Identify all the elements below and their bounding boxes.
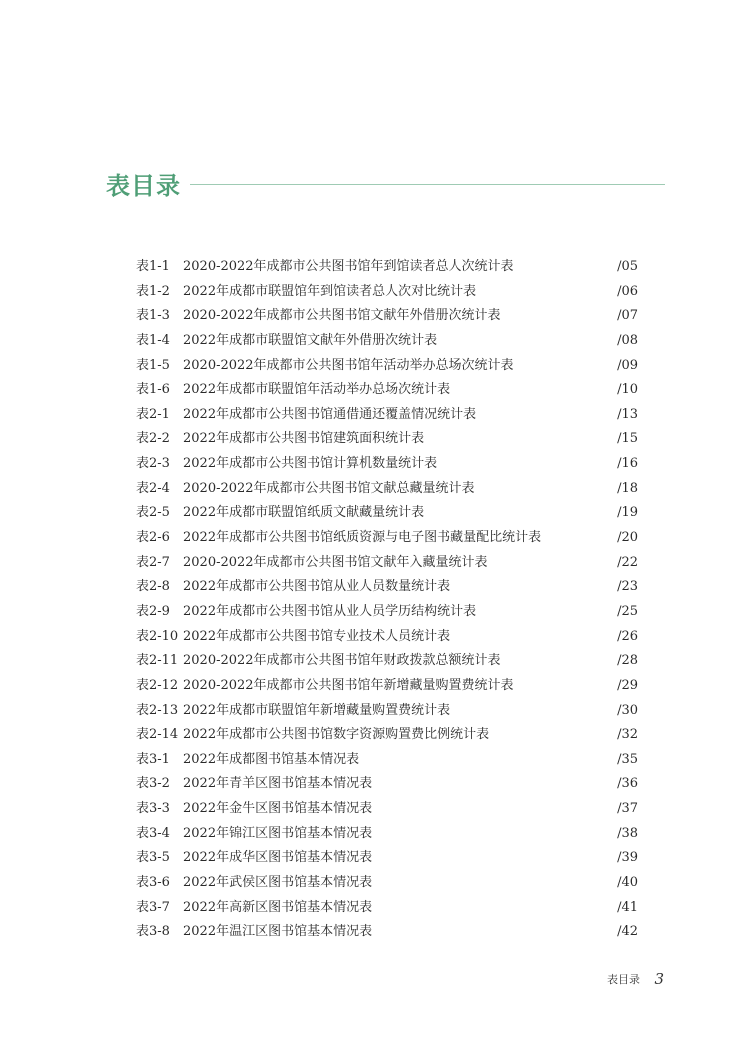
toc-entry-title: 2022年高新区图书馆基本情况表 — [183, 899, 373, 915]
toc-entry-page: /09 — [617, 357, 638, 373]
toc-entry-page: /19 — [617, 505, 638, 521]
toc-entry[interactable] — [136, 575, 638, 600]
toc-entry-page: /06 — [617, 283, 638, 299]
toc-entry-title: 2020-2022年成都市公共图书馆年新增藏量购置费统计表 — [183, 677, 514, 693]
toc-entry-page: /23 — [617, 579, 638, 595]
toc-entry-number: 表1-3 — [136, 308, 170, 324]
toc-entry-number: 表3-1 — [136, 751, 170, 767]
toc-entry-number: 表3-8 — [136, 924, 170, 940]
toc-entry-page: /13 — [617, 406, 638, 422]
toc-entry[interactable] — [136, 822, 638, 847]
toc-entry-title: 2020-2022年成都市公共图书馆文献年入藏量统计表 — [183, 554, 488, 570]
toc-entry-title: 2022年成都图书馆基本情况表 — [183, 751, 360, 767]
toc-entry-number: 表3-2 — [136, 776, 170, 792]
footer-section-label: 表目录 — [607, 973, 640, 986]
toc-entry-title: 2020-2022年成都市公共图书馆年到馆读者总人次统计表 — [183, 259, 514, 274]
toc-entry[interactable] — [136, 896, 638, 921]
toc-entry-title: 2022年成都市公共图书馆数字资源购置费比例统计表 — [183, 727, 490, 743]
toc-entry-page: /10 — [617, 382, 638, 398]
toc-entry-page: /18 — [617, 480, 638, 496]
toc-entry-title: 2022年成都市联盟馆纸质文献藏量统计表 — [183, 505, 425, 521]
toc-entry[interactable] — [136, 280, 638, 305]
toc-entry-page: /38 — [617, 825, 638, 841]
toc-entry[interactable] — [136, 797, 638, 822]
toc-entry-title: 2022年成都市公共图书馆从业人员学历结构统计表 — [183, 603, 477, 619]
toc-entry-number: 表2-9 — [136, 603, 170, 619]
toc-entry-page: /41 — [617, 899, 638, 915]
toc-entry[interactable] — [136, 625, 638, 650]
toc-entry-number: 表3-5 — [136, 850, 170, 866]
toc-entry-page: /37 — [617, 801, 638, 817]
toc-entry-title: 2022年青羊区图书馆基本情况表 — [183, 776, 373, 792]
toc-entry[interactable] — [136, 551, 638, 576]
toc-entry-page: /42 — [617, 924, 638, 940]
toc-entry-title: 2020-2022年成都市公共图书馆文献总藏量统计表 — [183, 480, 475, 496]
toc-entry-number: 表1-1 — [136, 259, 170, 274]
toc-entry[interactable] — [136, 452, 638, 477]
toc-entry-page: /28 — [617, 653, 638, 669]
toc-entry-title: 2022年成都市联盟馆年活动举办总场次统计表 — [183, 382, 451, 398]
toc-entry-number: 表2-6 — [136, 530, 170, 546]
toc-entry-number: 表2-10 — [136, 628, 179, 644]
toc-entry-page: /30 — [617, 702, 638, 718]
toc-entry-page: /36 — [617, 776, 638, 792]
footer-page-number: 3 — [654, 970, 664, 988]
toc-entry-title: 2022年成都市公共图书馆建筑面积统计表 — [183, 431, 425, 447]
toc-entry[interactable] — [136, 354, 638, 379]
toc-entry-number: 表3-4 — [136, 825, 170, 841]
toc-entry-title: 2022年金牛区图书馆基本情况表 — [183, 801, 373, 817]
toc-entry-page: /20 — [617, 530, 638, 546]
toc-entry-page: /16 — [617, 456, 638, 472]
toc-entry-number: 表2-7 — [136, 554, 170, 570]
toc-entry-page: /05 — [617, 259, 638, 274]
toc-entry-title: 2022年武侯区图书馆基本情况表 — [183, 875, 373, 891]
toc-entry-title: 2022年成都市公共图书馆专业技术人员统计表 — [183, 628, 451, 644]
toc-entry[interactable] — [136, 477, 638, 502]
toc-entry[interactable] — [136, 649, 638, 674]
toc-entry-title: 2022年锦江区图书馆基本情况表 — [183, 825, 373, 841]
toc-entry-number: 表1-5 — [136, 357, 170, 373]
toc-entry[interactable] — [136, 526, 638, 551]
toc-entry-number: 表2-3 — [136, 456, 170, 472]
toc-entry-number: 表2-2 — [136, 431, 170, 447]
toc-entry-number: 表2-5 — [136, 505, 170, 521]
toc-entry-page: /26 — [617, 628, 638, 644]
toc-entry[interactable] — [136, 699, 638, 724]
toc-entry-number: 表2-1 — [136, 406, 170, 422]
toc-entry[interactable] — [136, 378, 638, 403]
toc-entry-title: 2022年成都市联盟馆文献年外借册次统计表 — [183, 332, 438, 348]
toc-entry-title: 2020-2022年成都市公共图书馆年财政拨款总额统计表 — [183, 653, 501, 669]
toc-entry-title: 2020-2022年成都市公共图书馆文献年外借册次统计表 — [183, 308, 501, 324]
toc-entry-title: 2022年成都市公共图书馆通借通还覆盖情况统计表 — [183, 406, 477, 422]
toc-entry[interactable] — [136, 329, 638, 354]
toc-entry-title: 2022年成都市公共图书馆纸质资源与电子图书藏量配比统计表 — [183, 530, 542, 546]
toc-entry-page: /35 — [617, 751, 638, 767]
toc-entry-page: /39 — [617, 850, 638, 866]
toc-entry-number: 表2-13 — [136, 702, 179, 718]
toc-entry-number: 表1-4 — [136, 332, 170, 348]
toc-entry-page: /25 — [617, 603, 638, 619]
toc-entry-number: 表3-6 — [136, 875, 170, 891]
toc-entry-number: 表1-6 — [136, 382, 170, 398]
toc-entry-page: /40 — [617, 875, 638, 891]
toc-entry-number: 表3-3 — [136, 801, 170, 817]
toc-entry[interactable] — [136, 871, 638, 896]
toc-entry-title: 2022年成都市联盟馆年到馆读者总人次对比统计表 — [183, 283, 477, 299]
toc-entry[interactable] — [136, 304, 638, 329]
toc-entry-number: 表2-11 — [136, 653, 179, 669]
toc-entry[interactable] — [136, 846, 638, 871]
toc-entry[interactable] — [136, 255, 638, 280]
toc-entry[interactable] — [136, 501, 638, 526]
toc-entry-number: 表2-14 — [136, 727, 179, 743]
toc-entry[interactable] — [136, 403, 638, 428]
toc-entry[interactable] — [136, 772, 638, 797]
toc-entry-title: 2022年温江区图书馆基本情况表 — [183, 924, 373, 940]
toc-entry[interactable] — [136, 748, 638, 773]
title-divider — [190, 184, 665, 185]
toc-entry-page: /32 — [617, 727, 638, 743]
toc-entry-page: /29 — [617, 677, 638, 693]
toc-entry[interactable] — [136, 920, 638, 945]
toc-entry-number: 表3-7 — [136, 899, 170, 915]
table-of-contents-list — [136, 255, 638, 945]
toc-entry-title: 2022年成华区图书馆基本情况表 — [183, 850, 373, 866]
toc-entry-number: 表1-2 — [136, 283, 170, 299]
toc-entry-page: /07 — [617, 308, 638, 324]
toc-entry-number: 表2-4 — [136, 480, 170, 496]
toc-entry-number: 表2-12 — [136, 677, 179, 693]
toc-entry-title: 2022年成都市联盟馆年新增藏量购置费统计表 — [183, 702, 451, 718]
toc-entry-page: /15 — [617, 431, 638, 447]
toc-entry[interactable] — [136, 600, 638, 625]
toc-entry[interactable] — [136, 674, 638, 699]
toc-entry-number: 表2-8 — [136, 579, 170, 595]
toc-entry-page: /08 — [617, 332, 638, 348]
toc-entry[interactable] — [136, 723, 638, 748]
toc-entry[interactable] — [136, 427, 638, 452]
toc-entry-title: 2022年成都市公共图书馆从业人员数量统计表 — [183, 579, 451, 595]
page-title: 表目录 — [106, 172, 181, 200]
toc-entry-page: /22 — [617, 554, 638, 570]
toc-entry-title: 2022年成都市公共图书馆计算机数量统计表 — [183, 456, 438, 472]
toc-entry-title: 2020-2022年成都市公共图书馆年活动举办总场次统计表 — [183, 357, 514, 373]
